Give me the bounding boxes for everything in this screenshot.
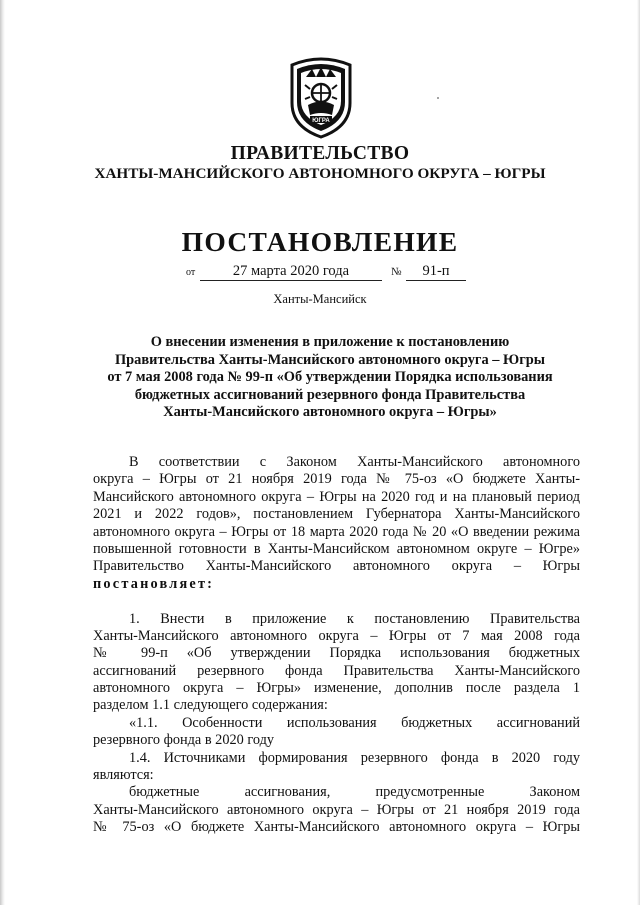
item-1-4-line: 1.4. Источниками формирования резервного фонда в 2020 году	[129, 749, 580, 766]
coat-of-arms-emblem	[286, 55, 356, 139]
preamble-line: повышенной готовности в Ханты-Мансийском автономном округе – Югре»	[93, 540, 580, 557]
section-heading-line: резервного фонда в 2020 году	[93, 732, 275, 749]
decree-number: 91-п	[406, 262, 466, 281]
preamble-line: В соответствии с Законом Ханты-Мансийского автономного	[129, 454, 580, 470]
resolves-word: постановляет:	[93, 575, 215, 592]
scan-edge-left	[0, 0, 5, 905]
government-subtitle: ХАНТЫ-МАНСИЙСКОГО АВТОНОМНОГО ОКРУГА – ЮГРЫ	[94, 165, 546, 182]
item-1-line: автономного округа – Югры» изменение, дополнив после раздела 1	[93, 680, 580, 697]
decree-date: 27 марта 2020 года	[200, 262, 382, 281]
item-1-4-cont-line: бюджетные ассигнования, предусмотренные Законом	[129, 784, 580, 801]
decree-subject	[80, 334, 580, 422]
item-1-line: 1. Внести в приложение к постановлению Правительства	[129, 610, 580, 627]
preamble-line: Мансийского автономного округа – Югры на 2020 год и на плановый период	[93, 488, 580, 505]
subject-line: О внесении изменения в приложение к постановлению	[150, 334, 510, 350]
date-prefix: от	[186, 267, 196, 278]
item-1-line: ассигнований резервного фонда Правительства Ханты-Мансийского	[93, 662, 580, 679]
subject-line: бюджетных ассигнований резервного фонда Правительства	[134, 386, 526, 403]
section-heading-line: «1.1. Особенности использования бюджетных ассигнований	[129, 714, 580, 731]
government-title: ПРАВИТЕЛЬСТВО	[230, 143, 410, 164]
subject-line: Ханты-Мансийского автономного округа – Югры»	[163, 404, 497, 420]
item-1-line: разделом 1.1 следующего содержания:	[93, 697, 328, 714]
decree-title: ПОСТАНОВЛЕНИЕ	[181, 226, 459, 257]
decree-place: Ханты-Мансийск	[273, 292, 367, 306]
item-1-line: Ханты-Мансийского автономного округа – Югры от 7 мая 2008 года	[93, 627, 580, 644]
emblem-label: ЮГРА	[312, 118, 330, 124]
decree-body	[93, 454, 580, 837]
preamble-line: Правительство Ханты-Мансийского автономного округа – Югры	[93, 558, 580, 575]
preamble-line: автономного округа – Югры от 18 марта 2020 года № 20 «О введении режима	[93, 523, 580, 540]
item-1-4-cont-line: Ханты-Мансийского автономного округа – Югры от 21 ноября 2019 года	[93, 801, 580, 818]
preamble-line: 2021 и 2022 годов», постановлением Губернатора Ханты-Мансийского	[93, 506, 580, 523]
item-1-4-line: являются:	[93, 767, 154, 784]
number-prefix: №	[391, 266, 402, 278]
item-1-line: № 99-п «Об утверждении Порядка использования бюджетных	[93, 645, 580, 662]
subject-line: от 7 мая 2008 года № 99-п «Об утверждении Порядка использования	[107, 369, 553, 385]
scan-speck	[437, 97, 439, 99]
preamble-line: округа – Югры от 21 ноября 2019 года № 75-оз «О бюджете Ханты-	[93, 471, 580, 488]
item-1-4-cont-line: № 75-оз «О бюджете Ханты-Мансийского автономного округа – Югры	[93, 819, 580, 836]
subject-line: Правительства Ханты-Мансийского автономного округа – Югры	[114, 351, 546, 368]
